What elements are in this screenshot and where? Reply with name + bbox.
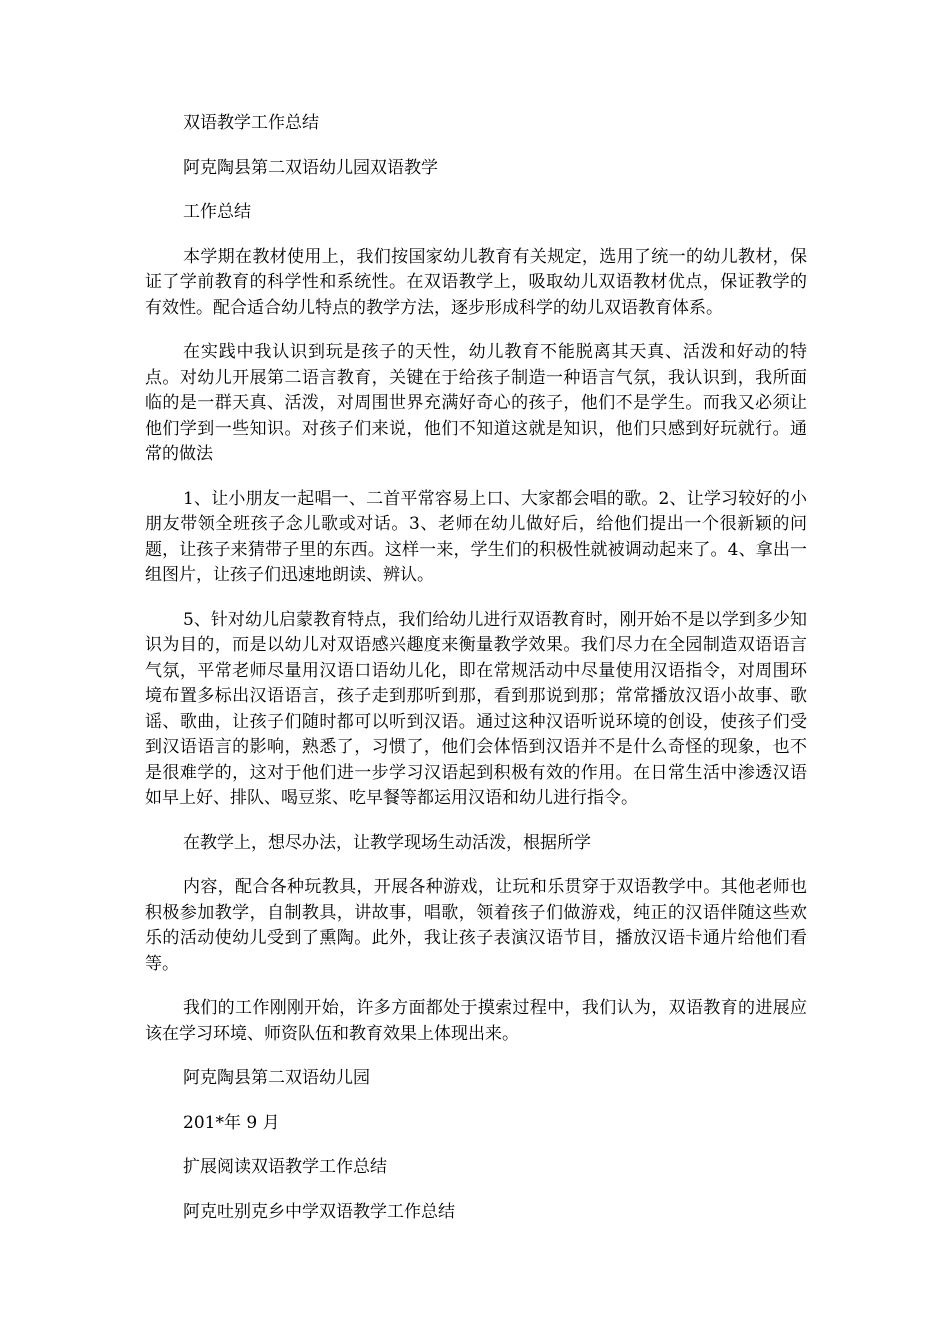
paragraph-language-environment: 5、针对幼儿启蒙教育特点，我们给幼儿进行双语教育时，刚开始不是以学到多少知识为目的，而是以幼儿对双语感兴趣度来衡量教学效果。我们尽力在全园制造双语语言气氛，平常老师尽量用汉语口语幼儿化，即在常规活动中尽量使用汉语指令，对周围环境布置多标出汉语语言，孩子走到那听到那，看到那说到那；常常播放汉语小故事、歌谣、歌曲，让孩子们随时都可以听到汉语。通过这种汉语听说环境的创设，使孩子们受到汉语语言的影响，熟悉了，习惯了，他们会体悟到汉语并不是什么奇怪的现象，也不是很难学的，这对于他们进一步学习汉语起到积极有效的作用。在日常生活中渗透汉语如早上好、排队、喝豆浆、吃早餐等都运用汉语和幼儿进行指令。 xyxy=(145,609,807,808)
paragraph-work-beginning: 我们的工作刚刚开始，许多方面都处于摸索过程中，我们认为，双语教育的进展应该在学习环境、师资队伍和教育效果上体现出来。 xyxy=(145,998,807,1044)
document-body xyxy=(145,111,807,1244)
paragraph-methods-list: 1、让小朋友一起唱一、二首平常容易上口、大家都会唱的歌。2、让学习较好的小朋友带领全班孩子念儿歌或对话。3、老师在幼儿做好后，给他们提出一个很新颖的问题，让孩子来猜带子里的东西。这样一来，学生们的积极性就被调动起来了。4、拿出一组图片，让孩子们迅速地朗读、辨认。 xyxy=(145,488,807,585)
paragraph-textbook-usage: 本学期在教材使用上，我们按国家幼儿教育有关规定，选用了统一的幼儿教材，保证了学前教育的科学性和系统性。在双语教学上，吸取幼儿双语教材优点，保证教学的有效性。配合适合幼儿特点的教学方法，逐步形成科学的幼儿双语教育体系。 xyxy=(145,246,807,318)
signature-kindergarten: 阿克陶县第二双语幼儿园 xyxy=(183,1068,370,1088)
document-date: 201*年 9 月 xyxy=(183,1112,280,1133)
document-subtitle-line-1: 阿克陶县第二双语幼儿园双语教学 xyxy=(183,157,438,178)
document-title: 双语教学工作总结 xyxy=(183,113,319,133)
related-article-title: 阿克吐别克乡中学双语教学工作总结 xyxy=(183,1201,455,1222)
document-subtitle-line-2: 工作总结 xyxy=(183,202,251,222)
paragraph-teaching-lively: 在教学上，想尽办法，让教学现场生动活泼，根据所学 xyxy=(183,832,591,853)
paragraph-play-nature: 在实践中我认识到玩是孩子的天性，幼儿教育不能脱离其天真、活泼和好动的特点。对幼儿开展第二语言教育，关键在于给孩子制造一种语言气氛，我认识到，我所面临的是一群天真、活泼，对周围世界充满好奇心的孩子，他们不是学生。而我又必须让他们学到一些知识。对孩子们来说，他们不知道这就是知识，他们只感到好玩就行。通常的做法 xyxy=(145,342,807,464)
paragraph-games-and-aids: 内容，配合各种玩教具，开展各种游戏，让玩和乐贯穿于双语教学中。其他老师也积极参加教学，自制教具，讲故事，唱歌，领着孩子们做游戏，纯正的汉语伴随这些欢乐的活动使幼儿受到了熏陶。此外，我让孩子表演汉语节目，播放汉语卡通片给他们看等。 xyxy=(145,877,807,974)
extended-reading-heading: 扩展阅读双语教学工作总结 xyxy=(183,1157,387,1177)
